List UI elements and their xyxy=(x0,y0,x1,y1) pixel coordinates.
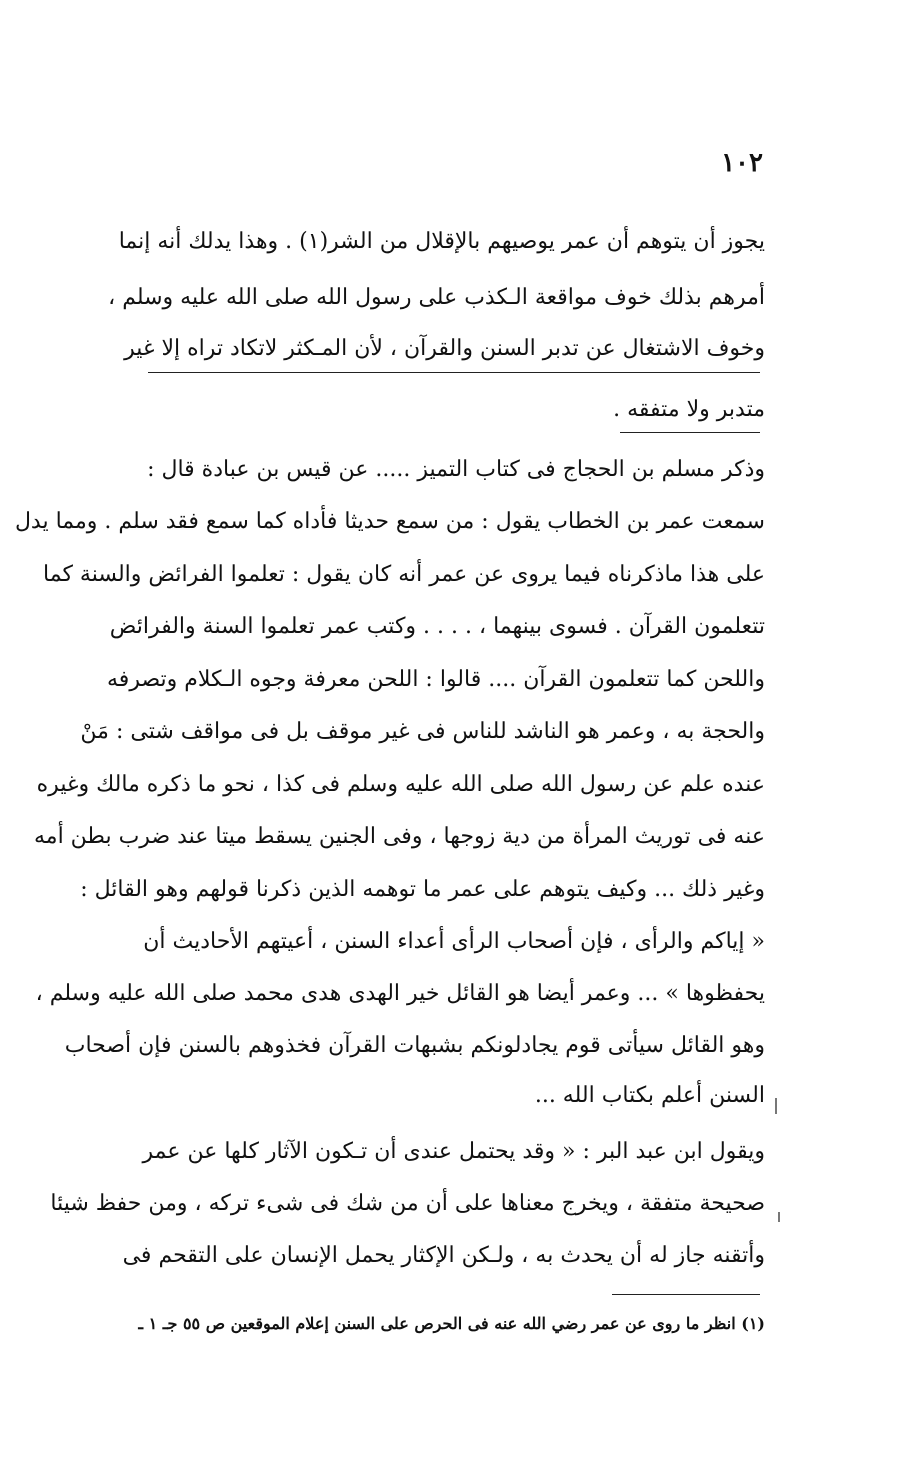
text-line: وذكر مسلم بن الحجاج فى كتاب التميز ..... عن قيس بن عبادة قال : xyxy=(147,457,765,482)
text-line: واللحن كما تتعلمون القرآن .... قالوا : اللحن معرفة وجوه الـكلام وتصرفه xyxy=(107,667,765,692)
text-line: وخوف الاشتغال عن تدبر السنن والقرآن ، لأن المـكثر لاتكاد تراه إلا غير xyxy=(124,336,765,361)
underline-rule xyxy=(620,432,760,433)
text-line: عنده علم عن رسول الله صلى الله عليه وسلم فى كذا ، نحو ما ذكره مالك وغيره xyxy=(36,772,765,797)
underline-rule xyxy=(148,372,760,373)
text-line: صحيحة متفقة ، ويخرج معناها على أن من شك فى شىء تركه ، ومن حفظ شيئا xyxy=(50,1191,765,1216)
text-line: ويقول ابن عبد البر : « وقد يحتمل عندى أن تـكون الآثار كلها عن عمر xyxy=(142,1139,765,1164)
text-line: أمرهم بذلك خوف مواقعة الـكذب على رسول الله صلى الله عليه وسلم ، xyxy=(108,285,765,310)
text-line: يجوز أن يتوهم أن عمر يوصيهم بالإقلال من الشر(١) . وهذا يدلك أنه إنما xyxy=(118,229,765,254)
footnote: (١) انظر ما روى عن عمر رضي الله عنه فى الحرص على السنن إعلام الموقعين ص ٥٥ جـ ١ ـ xyxy=(138,1314,765,1333)
text-line: وغير ذلك ... وكيف يتوهم على عمر ما توهمه الذين ذكرنا قولهم وهو القائل : xyxy=(80,877,765,902)
text-line: على هذا ماذكرناه فيما يروى عن عمر أنه كان يقول : تعلموا الفرائض والسنة كما xyxy=(43,562,765,587)
text-line: سمعت عمر بن الخطاب يقول : من سمع حديثا فأداه كما سمع فقد سلم . ومما يدل xyxy=(14,509,765,534)
margin-mark xyxy=(778,1212,780,1222)
text-line: وهو القائل سيأتى قوم يجادلونكم بشبهات القرآن فخذوهم بالسنن فإن أصحاب xyxy=(64,1033,765,1058)
text-line: متدبر ولا متفقه . xyxy=(613,397,765,422)
text-line: تتعلمون القرآن . فسوى بينهما ، . . . . وكتب عمر تعلموا السنة والفرائض xyxy=(109,614,765,639)
page-number: ١٠٢ xyxy=(721,148,763,178)
footnote-separator xyxy=(612,1294,760,1295)
text-line: عنه فى توريث المرأة من دية زوجها ، وفى الجنين يسقط ميتا عند ضرب بطن أمه xyxy=(34,824,765,849)
text-line: السنن أعلم بكتاب الله ... xyxy=(534,1083,765,1108)
text-line: وأتقنه جاز له أن يحدث به ، ولـكن الإكثار يحمل الإنسان على التقحم فى xyxy=(122,1243,765,1268)
text-line: يحفظوها » ... وعمر أيضا هو القائل خير الهدى هدى محمد صلى الله عليه وسلم ، xyxy=(35,981,765,1006)
margin-mark xyxy=(775,1098,777,1114)
text-line: « إياكم والرأى ، فإن أصحاب الرأى أعداء السنن ، أعيتهم الأحاديث أن xyxy=(143,929,765,954)
text-line: والحجة به ، وعمر هو الناشد للناس فى غير موقف بل فى مواقف شتى : مَنْ xyxy=(80,719,765,744)
